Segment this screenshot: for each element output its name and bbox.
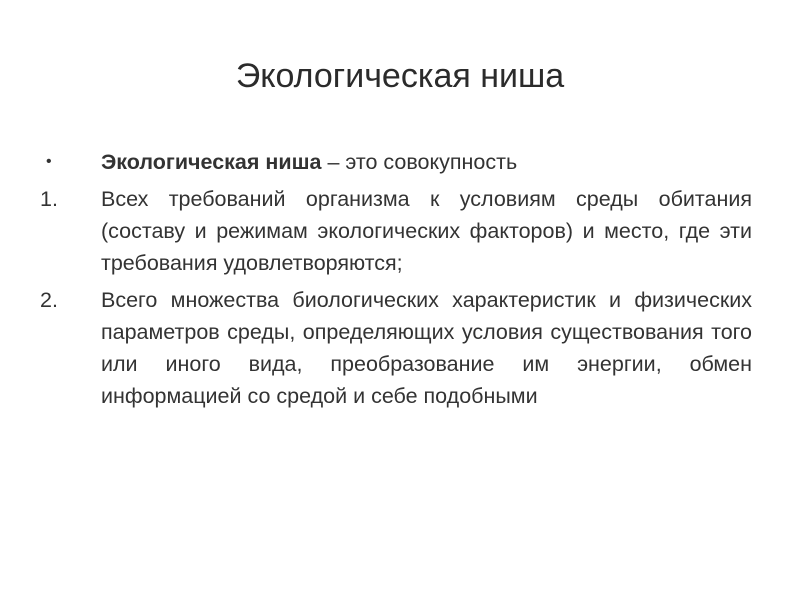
intro-rest: – это совокупность (321, 150, 518, 174)
slide-title: Экологическая ниша (235, 57, 565, 95)
list-text-1: Всех требований организма к условиям среды обитания (составу и режимам экологических факторов) и место, где эти требования удовлетворяются; (101, 187, 752, 275)
list-text-2: Всего множества биологических характеристик и физических параметров среды, определяющих условия существования того или иного вида, преобразование им энергии, обмен информацией со средой и себе подобными (101, 288, 752, 408)
slide-content (40, 146, 752, 417)
list-number-1: 1. (40, 187, 58, 211)
bullet-icon: • (46, 153, 52, 170)
intro-item (40, 146, 752, 178)
list-item-2 (40, 284, 752, 412)
intro-term: Экологическая ниша (101, 150, 322, 174)
list-item-1 (40, 183, 752, 279)
list-number-2: 2. (40, 288, 58, 312)
